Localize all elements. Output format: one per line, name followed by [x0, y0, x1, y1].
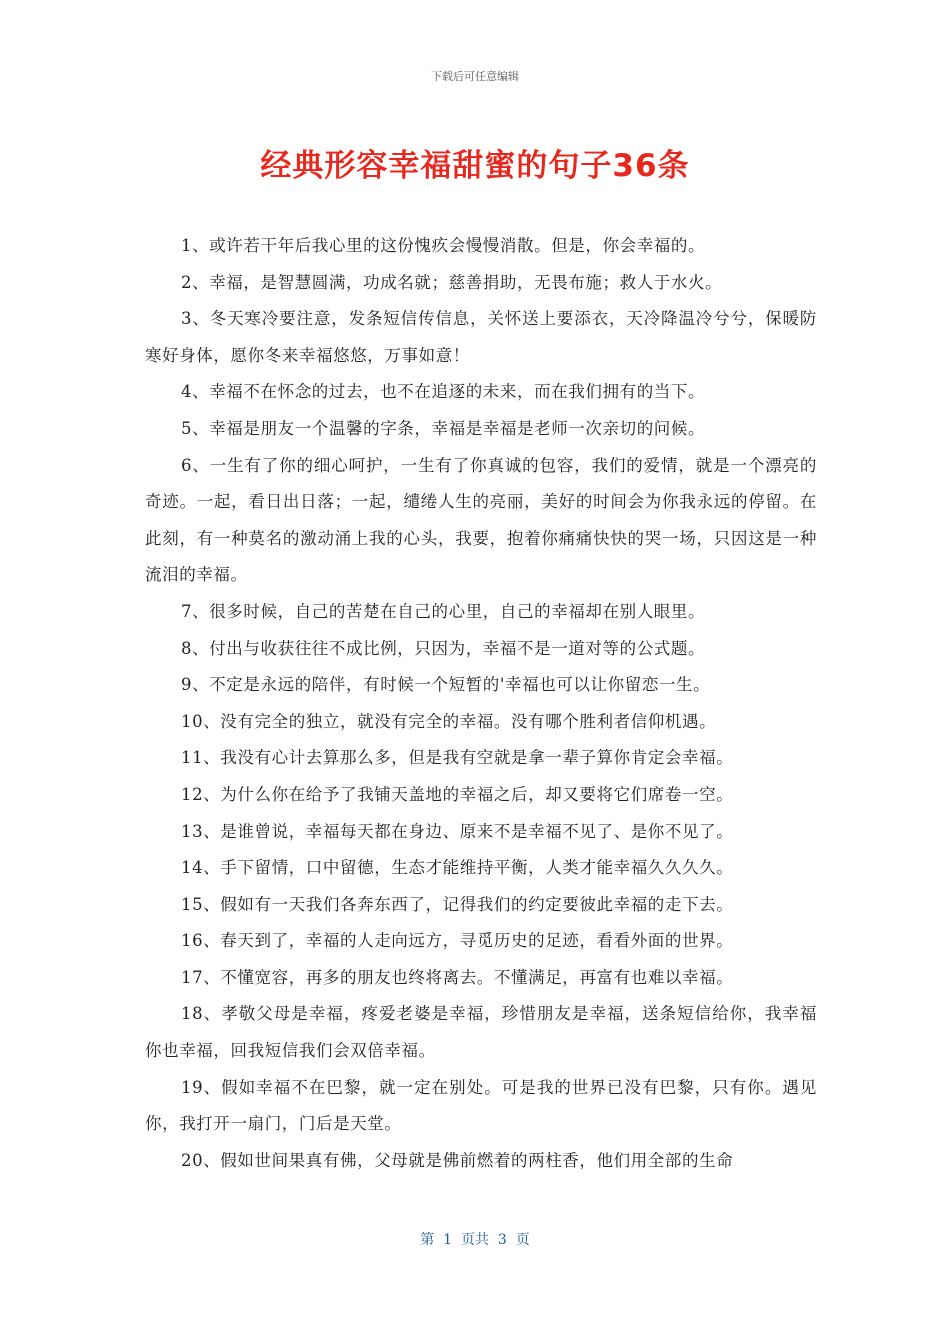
paragraph: 2、幸福，是智慧圆满，功成名就；慈善捐助，无畏布施；救人于水火。	[181, 272, 723, 292]
page-footer: 第 1 页共 3 页	[420, 1232, 530, 1248]
paragraph: 12、为什么你在给予了我铺天盖地的幸福之后，却又要将它们席卷一空。	[181, 784, 734, 804]
paragraph: 4、幸福不在怀念的过去，也不在追逐的未来，而在我们拥有的当下。	[181, 382, 706, 402]
paragraph: 13、是谁曾说，幸福每天都在身边、原来不是幸福不见了、是你不见了。	[181, 821, 734, 841]
paragraph: 8、付出与收获往往不成比例，只因为，幸福不是一道对等的公式题。	[181, 638, 706, 658]
paragraph: 10、没有完全的独立，就没有完全的幸福。没有哪个胜利者信仰机遇。	[181, 711, 717, 731]
paragraph: 5、幸福是朋友一个温馨的字条，幸福是幸福是老师一次亲切的问候。	[181, 418, 706, 438]
paragraph: 9、不定是永远的陪伴，有时候一个短暂的'幸福也可以让你留恋一生。	[181, 675, 711, 695]
paragraph: 1、或许若干年后我心里的这份愧疚会慢慢消散。但是，你会幸福的。	[181, 236, 706, 255]
paragraph: 15、假如有一天我们各奔东西了，记得我们的约定要彼此幸福的走下去。	[181, 894, 734, 914]
paragraph: 3、冬天寒冷要注意，发条短信传信息，关怀送上要添衣，天冷降温冷兮兮，保暖防寒好身体，愿你冬来幸福悠悠，万事如意！	[145, 309, 817, 365]
paragraph: 16、春天到了，幸福的人走向远方，寻觅历史的足迹，看看外面的世界。	[181, 931, 734, 951]
paragraph: 14、手下留情，口中留德，生态才能维持平衡，人类才能幸福久久久久。	[181, 858, 734, 878]
paragraph: 19、假如幸福不在巴黎，就一定在别处。可是我的世界已没有巴黎，只有你。遇见你，我打开一扇门，门后是天堂。	[145, 1077, 817, 1134]
document-body	[145, 228, 817, 1179]
paragraph: 11、我没有心计去算那么多，但是我有空就是拿一辈子算你肯定会幸福。	[181, 748, 734, 768]
paragraph: 6、一生有了你的细心呵护，一生有了你真诚的包容，我们的爱情，就是一个漂亮的奇迹。一起，看日出日落；一起，缱绻人生的亮丽，美好的时间会为你我永远的停留。在此刻，有一种莫名的激动涌上我的心头，我要，抱着你痛痛快快的哭一场，只因这是一种流泪的幸福。	[145, 455, 817, 585]
paragraph: 7、很多时候，自己的苦楚在自己的心里，自己的幸福却在别人眼里。	[181, 601, 706, 621]
header-note: 下载后可任意编辑	[431, 70, 519, 83]
paragraph: 20、假如世间果真有佛，父母就是佛前燃着的两柱香，他们用全部的生命	[181, 1150, 734, 1170]
paragraph: 18、孝敬父母是幸福，疼爱老婆是幸福，珍惜朋友是幸福，送条短信给你，我幸福你也幸福，回我短信我们会双倍幸福。	[145, 1004, 817, 1061]
document-title: 经典形容幸福甜蜜的句子36条	[260, 148, 690, 184]
paragraph: 17、不懂宽容，再多的朋友也终将离去。不懂满足，再富有也难以幸福。	[181, 967, 734, 987]
